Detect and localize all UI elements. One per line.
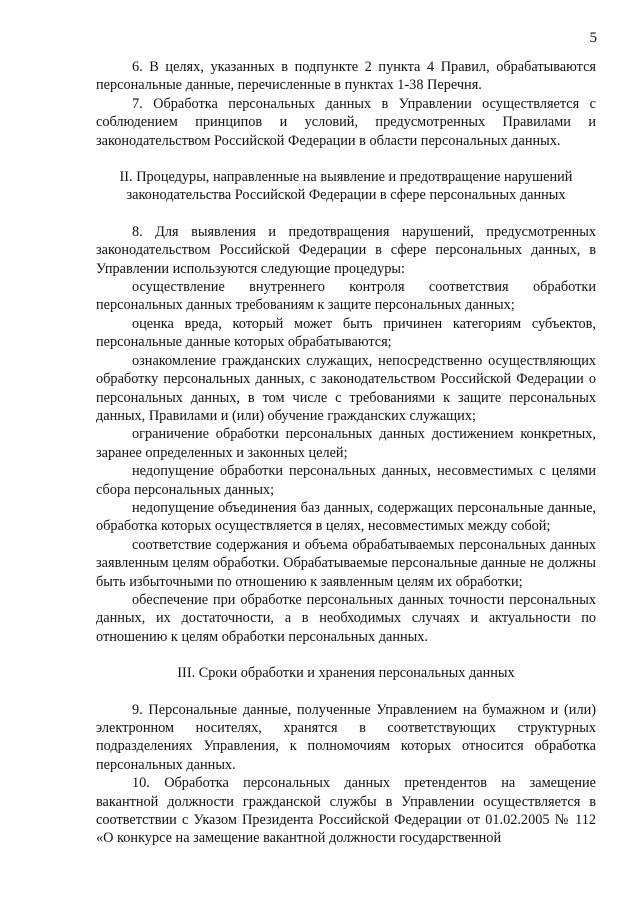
page-number: 5 bbox=[589, 30, 597, 46]
list-item: осуществление внутреннего контроля соответствия обработки персональных данных требованиям к защите персональных данных; bbox=[96, 279, 596, 314]
section-2-heading: II. Процедуры, направленные на выявление и предотвращение нарушений законодательства Российской Федерации в сфере персональных данных bbox=[119, 169, 573, 204]
list-item: оценка вреда, который может быть причинен категориям субъектов, персональные данные которых обрабатываются; bbox=[96, 315, 596, 351]
list-item: соответствие содержания и объема обрабатываемых персональных данных заявленным целям обработки. Обрабатываемые персональные данные не должны быть избыточными по отношению к заявленным целям их обработки; bbox=[96, 536, 596, 590]
list-item: обеспечение при обработке персональных данных точности персональных данных, их достаточности, а в необходимых случаях и актуальности по отношению к целям обработки персональных данных. bbox=[96, 591, 596, 645]
paragraph-9: 9. Персональные данные, полученные Управлением на бумажном и (или) электронном носителях, хранятся в соответствующих структурных подразделениях Управления, к полномочиям которых относится обработка персональных данных. bbox=[96, 701, 596, 773]
document-body bbox=[96, 58, 596, 848]
paragraph-6: 6. В целях, указанных в подпункте 2 пункта 4 Правил, обрабатываются персональные данные, перечисленные в пунктах 1-38 Перечня. bbox=[96, 59, 596, 94]
list-item: недопущение объединения баз данных, содержащих персональные данные, обработка которых осуществляется в целях, несовместимых между собой; bbox=[96, 499, 596, 535]
paragraph-8: 8. Для выявления и предотвращения нарушений, предусмотренных законодательством Российской Федерации в сфере персональных данных, в Управлении используются следующие процедуры: bbox=[96, 223, 596, 277]
paragraph-7: 7. Обработка персональных данных в Управлении осуществляется с соблюдением принципов и условий, предусмотренных Правилами и законодательством Российской Федерации в области персональных данных. bbox=[96, 95, 596, 149]
section-3-heading: III. Сроки обработки и хранения персональных данных bbox=[177, 665, 515, 682]
paragraph-10: 10. Обработка персональных данных претендентов на замещение вакантной должности гражданской службы в Управлении осуществляется в соответствии с Указом Президента Российской Федерации от 01.02.2005 № 112 «О конкурсе на замещение вакантной должности государственной bbox=[96, 775, 596, 847]
list-item: ограничение обработки персональных данных достижением конкретных, заранее определенных и законных целей; bbox=[96, 426, 596, 461]
list-item: ознакомление гражданских служащих, непосредственно осуществляющих обработку персональных данных, с законодательством Российской Федерации о персональных данных, в том числе с требованиями к защите персональных данных, Правилами и (или) обучение гражданских служащих; bbox=[96, 352, 596, 424]
list-item: недопущение обработки персональных данных, несовместимых с целями сбора персональных данных; bbox=[96, 463, 596, 498]
